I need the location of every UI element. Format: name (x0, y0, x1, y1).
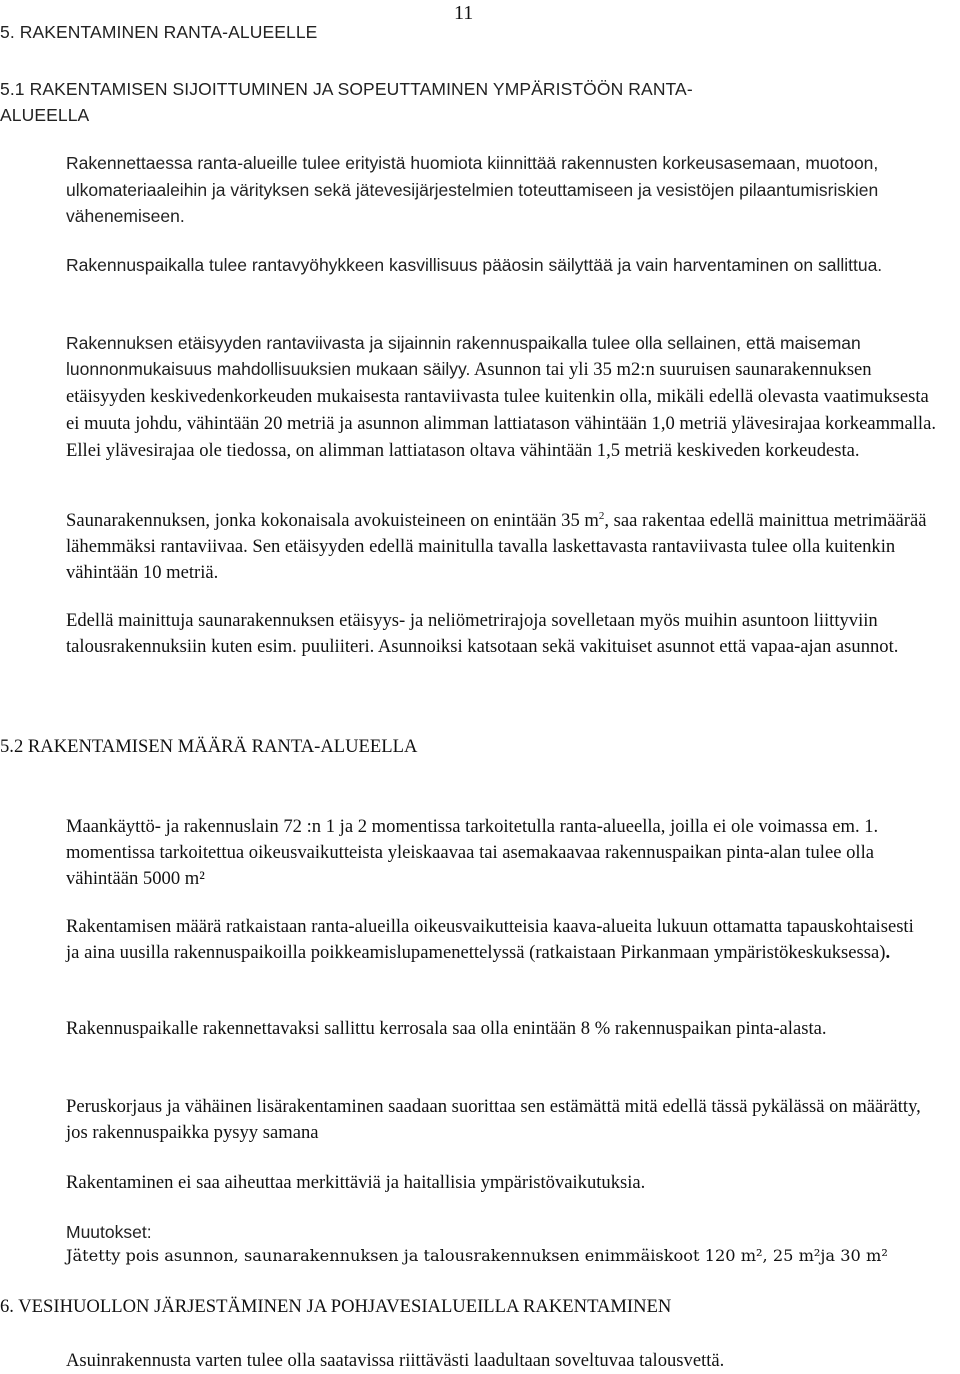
section-5-2-paragraph-2 (66, 914, 926, 966)
section-5-1-title-line1: 5.1 RAKENTAMISEN SIJOITTUMINEN JA SOPEUTTAMINEN YMPÄRISTÖÖN RANTA- (0, 79, 693, 99)
changes-label: Muutokset: (66, 1222, 152, 1242)
changes-text: Jätetty pois asunnon, saunarakennuksen ja talousrakennuksen enimmäiskoot 120 m², 25 m²ja 30 m² (66, 1246, 888, 1265)
paragraph-2-main: Rakentamisen määrä ratkaistaan ranta-alueilla oikeusvaikutteisia kaava-alueita lukuun ottamatta tapauskohtaisesti ja aina uusilla rakennuspaikoilla poikkeamislupamenettelyssä (ratkaistaan Pirkanmaan ympäristökeskuksessa) (66, 916, 914, 963)
section-5-2-paragraph-1: Maankäyttö- ja rakennuslain 72 :n 1 ja 2 momentissa tarkoitetulla ranta-alueella, joilla ei ole voimassa em. 1. momentissa tarkoitettua oikeusvaikutteista yleiskaavaa tai asemakaavaa rakennuspaikan pinta-alan tulee olla vähintään 5000 m² (66, 816, 879, 889)
page-number: 11 (454, 2, 474, 24)
superscript-two: 2 (598, 510, 605, 522)
section-5-2-paragraph-4: Peruskorjaus ja vähäinen lisärakentaminen saadaan suorittaa sen estämättä mitä edellä tässä pykälässä on määrätty, jos rakennuspaikka pysyy samana (66, 1096, 921, 1143)
section-5-2-paragraph-3: Rakennuspaikalle rakennettavaksi sallittu kerrosala saa olla enintään 8 % rakennuspaikan pinta-alasta. (66, 1018, 827, 1039)
section-5-1-title (0, 76, 693, 128)
paragraph-3-rest: Asunnon tai yli 35 m2:n suuruisen saunarakennuksen etäisyyden keskivedenkorkeuden mukaisesta rantaviivasta tulee kuitenkin olla, mikäli edellä olevasta vaatimuksesta ei muuta johdu, vähintään 20 metriä ja asunnon alimman lattiatason vähintään 1,0 metriä ylävesirajaa korkeammalla. Ellei ylävesirajaa ole tiedossa, on alimman lattiatason oltava vähintään 1,5 metriä keskiveden korkeudesta. (66, 359, 937, 461)
paragraph-3-first-sentence: Rakennuksen etäisyyden rantaviivasta ja sijainnin rakennuspaikalla tulee olla sellainen, että maiseman luonnonmukaisuus mahdollisuuksien mukaan säilyy. (66, 333, 861, 379)
section-5-2-paragraph-5: Rakentaminen ei saa aiheuttaa merkittäviä ja haitallisia ympäristövaikutuksia. (66, 1172, 646, 1193)
section-5-1-paragraph-4 (66, 508, 936, 586)
section-5-1-paragraph-2: Rakennuspaikalla tulee rantavyöhykkeen kasvillisuus pääosin säilyttää ja vain harventaminen on sallittua. (66, 255, 883, 275)
chapter-heading: 5. RAKENTAMINEN RANTA-ALUEELLE (0, 22, 318, 42)
section-5-1-paragraph-1: Rakennettaessa ranta-alueille tulee erityistä huomiota kiinnittää rakennusten korkeusasemaan, muotoon, ulkomateriaaleihin ja värityksen sekä jätevesijärjestelmien toteuttamiseen ja vesistöjen pilaantumisriskien vähenemiseen. (66, 153, 879, 226)
section-5-1-paragraph-5: Edellä mainittuja saunarakennuksen etäisyys- ja neliömetrirajoja sovelletaan myös muihin asuntoon liittyviin talousrakennuksiin kuten esim. puuliiteri. Asunnoiksi katsotaan sekä vakituiset asunnot että vapaa-ajan asunnot. (66, 610, 899, 657)
paragraph-4-end: , saa rakentaa edellä mainittua metrimäärää lähemmäksi rantaviivaa. Sen etäisyyden edellä mainitulla tavalla laskettavasta rantaviivasta tulee olla kuitenkin vähintään 10 metriä. (66, 510, 927, 583)
section-5-1-paragraph-3 (66, 330, 936, 464)
section-5-1-title-line2: ALUEELLA (0, 105, 90, 125)
paragraph-4-start: Saunarakennuksen, jonka kokonaisala avokuisteineen on enintään 35 m (66, 510, 599, 531)
section-6-title: 6. VESIHUOLLON JÄRJESTÄMINEN JA POHJAVESIALUEILLA RAKENTAMINEN (0, 1296, 672, 1317)
section-6-paragraph-1: Asuinrakennusta varten tulee olla saatavissa riittävästi laadultaan soveltuvaa talousvettä. (66, 1350, 725, 1371)
paragraph-2-end: . (885, 942, 891, 963)
section-5-2-title: 5.2 RAKENTAMISEN MÄÄRÄ RANTA-ALUEELLA (0, 736, 418, 757)
